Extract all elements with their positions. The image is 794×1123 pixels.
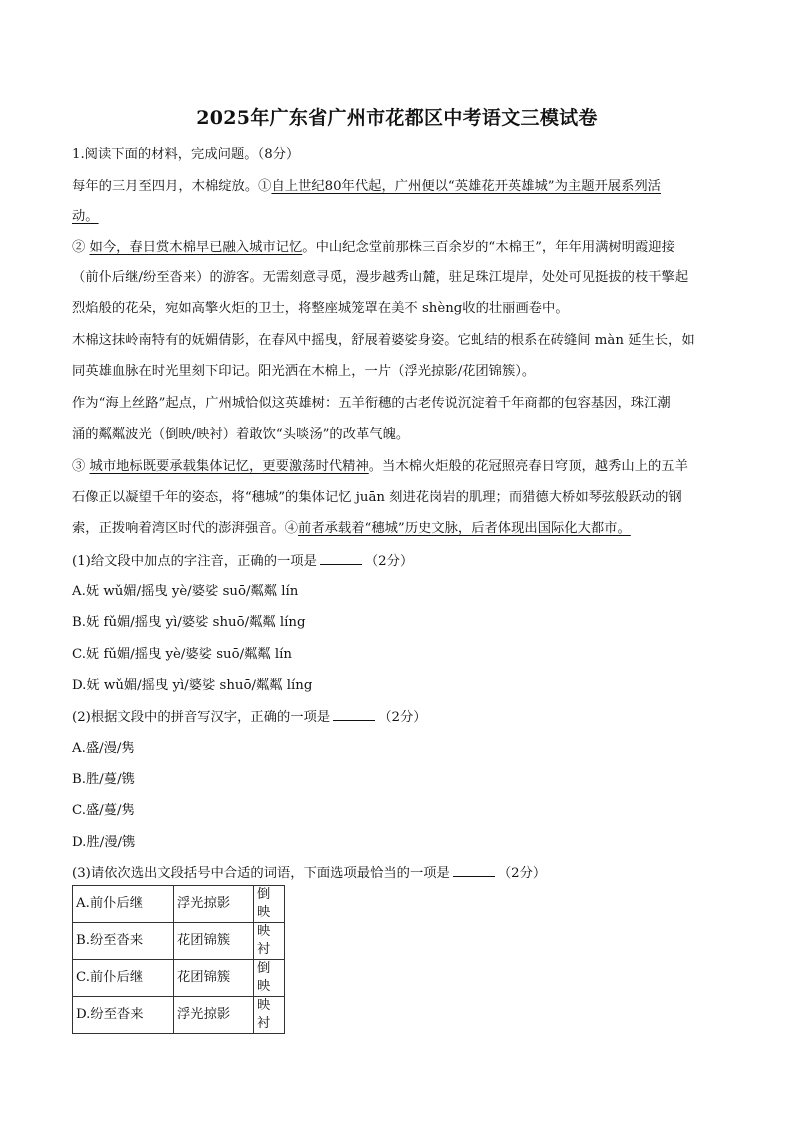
table-row bbox=[73, 923, 285, 960]
table-cell: A.前仆后继 bbox=[73, 886, 174, 923]
subquestion-3-score: （2分） bbox=[497, 866, 547, 881]
option-1d: D.妩 wǔ媚/摇曳 yì/婆娑 shuō/粼粼 líng bbox=[72, 678, 313, 693]
subquestion-1-stem bbox=[72, 552, 413, 571]
paragraph-3-line-1: 木棉这抹岭南特有的妩媚倩影，在春风中摇曳，舒展着婆娑身姿。它虬结的根系在砖缝间 màn 延生长，如 bbox=[72, 333, 695, 348]
subquestion-2-text: (2)根据文段中的拼音写汉字，正确的一项是 bbox=[72, 710, 331, 725]
sentence-4-underlined: 前者承载着“穗城”历史文脉，后者体现出国际化大都市。 bbox=[298, 521, 631, 536]
paragraph-1-line-1 bbox=[72, 178, 661, 196]
sentence-1-underlined-end: 动。 bbox=[72, 209, 99, 224]
question-1-stem: 1.阅读下面的材料，完成问题。（8分） bbox=[72, 147, 300, 162]
option-1c: C.妩 fǔ媚/摇曳 yè/婆娑 suō/粼粼 lín bbox=[72, 647, 292, 662]
paragraph-5-line-3 bbox=[72, 520, 631, 538]
paragraph-3-line-2: 同英雄血脉在时光里刻下印记。阳光洒在木棉上，一片（浮光掠影/花团锦簇）。 bbox=[72, 364, 536, 379]
paragraph-2-line-2: （前仆后继/纷至沓来）的游客。无需刻意寻觅，漫步越秀山麓，驻足珠江堤岸，处处可见挺拔的枝干擎起 bbox=[72, 270, 689, 285]
option-2d: D.胜/漫/镌 bbox=[72, 835, 136, 850]
sentence-2-mark: ② bbox=[72, 240, 86, 255]
table-cell: 映衬 bbox=[254, 997, 285, 1034]
option-2b: B.胜/蔓/镌 bbox=[72, 772, 135, 787]
sentence-2-underlined: 如今，春日赏木棉早已融入城市记忆 bbox=[89, 240, 303, 255]
options-table bbox=[72, 885, 285, 1034]
table-cell: D.纷至沓来 bbox=[73, 997, 174, 1034]
table-cell: C.前仆后继 bbox=[73, 960, 174, 997]
paragraph-2-line-3: 烈焰般的花朵，宛如高擎火炬的卫士，将整座城笼罩在美不 shèng收的壮丽画卷中。 bbox=[72, 301, 569, 316]
subquestion-3-stem bbox=[72, 864, 546, 883]
subquestion-2-stem bbox=[72, 708, 427, 727]
sentence-1-underlined: 自上世纪80年代起，广州便以“英雄花开英雄城”为主题开展系列活 bbox=[271, 179, 661, 194]
table-cell: 浮光掠影 bbox=[174, 997, 254, 1034]
paragraph-5-line-2: 石像正以凝望千年的姿态，将“穗城”的集体记忆 juān 刻进花岗岩的肌理；而猎德大桥如琴弦般跃动的钢 bbox=[72, 490, 682, 505]
table-row bbox=[73, 960, 285, 997]
option-1a: A.妩 wǔ媚/摇曳 yè/婆娑 suō/粼粼 lín bbox=[72, 584, 299, 599]
paragraph-1-text: 每年的三月至四月，木棉绽放。① bbox=[72, 179, 272, 194]
paragraph-5-line-1 bbox=[72, 458, 688, 476]
paragraph-5-text-end: 索，正拨响着湾区时代的澎湃强音。④ bbox=[72, 521, 299, 536]
paragraph-2-text: 。中山纪念堂前那株三百余岁的“木棉王”，年年用满树明霞迎接 bbox=[302, 240, 675, 255]
subquestion-1-score: （2分） bbox=[364, 554, 414, 569]
table-cell: 浮光掠影 bbox=[174, 886, 254, 923]
paragraph-4-line-1: 作为“海上丝路”起点，广州城恰似这英雄树：五羊衔穗的古老传说沉淀着千年商都的包容基因，珠江潮 bbox=[72, 396, 671, 411]
table-cell: 倒映 bbox=[254, 960, 285, 997]
answer-blank-1[interactable] bbox=[320, 552, 362, 565]
sentence-3-underlined: 城市地标既要承载集体记忆，更要激荡时代精神 bbox=[89, 459, 369, 474]
table-cell: 倒映 bbox=[254, 886, 285, 923]
table-cell: 花团锦簇 bbox=[174, 960, 254, 997]
option-2c: C.盛/蔓/隽 bbox=[72, 803, 135, 818]
table-row bbox=[73, 886, 285, 923]
answer-blank-2[interactable] bbox=[333, 708, 375, 721]
paragraph-5-text: 。当木棉火炬般的花冠照亮春日穹顶，越秀山上的五羊 bbox=[368, 459, 688, 474]
table-row bbox=[73, 997, 285, 1034]
subquestion-3-text: (3)请依次选出文段括号中合适的词语，下面选项最恰当的一项是 bbox=[72, 866, 450, 881]
table-cell: 映衬 bbox=[254, 923, 285, 960]
option-2a: A.盛/漫/隽 bbox=[72, 741, 135, 756]
page-title: 2025年广东省广州市花都区中考语文三模试卷 bbox=[196, 107, 598, 129]
paragraph-4-line-2: 涌的粼粼波光（倒映/映衬）着敢饮“头啖汤”的改革气魄。 bbox=[72, 427, 410, 442]
option-1b: B.妩 fǔ媚/摇曳 yì/婆娑 shuō/粼粼 líng bbox=[72, 615, 306, 630]
subquestion-1-text: (1)给文段中加点的字注音，正确的一项是 bbox=[72, 554, 317, 569]
subquestion-2-score: （2分） bbox=[378, 710, 427, 725]
answer-blank-3[interactable] bbox=[453, 864, 495, 877]
table-cell: B.纷至沓来 bbox=[73, 923, 174, 960]
paragraph-2-line-1 bbox=[72, 239, 675, 257]
table-cell: 花团锦簇 bbox=[174, 923, 254, 960]
sentence-3-mark: ③ bbox=[72, 459, 86, 474]
paragraph-1-line-2 bbox=[72, 208, 99, 226]
